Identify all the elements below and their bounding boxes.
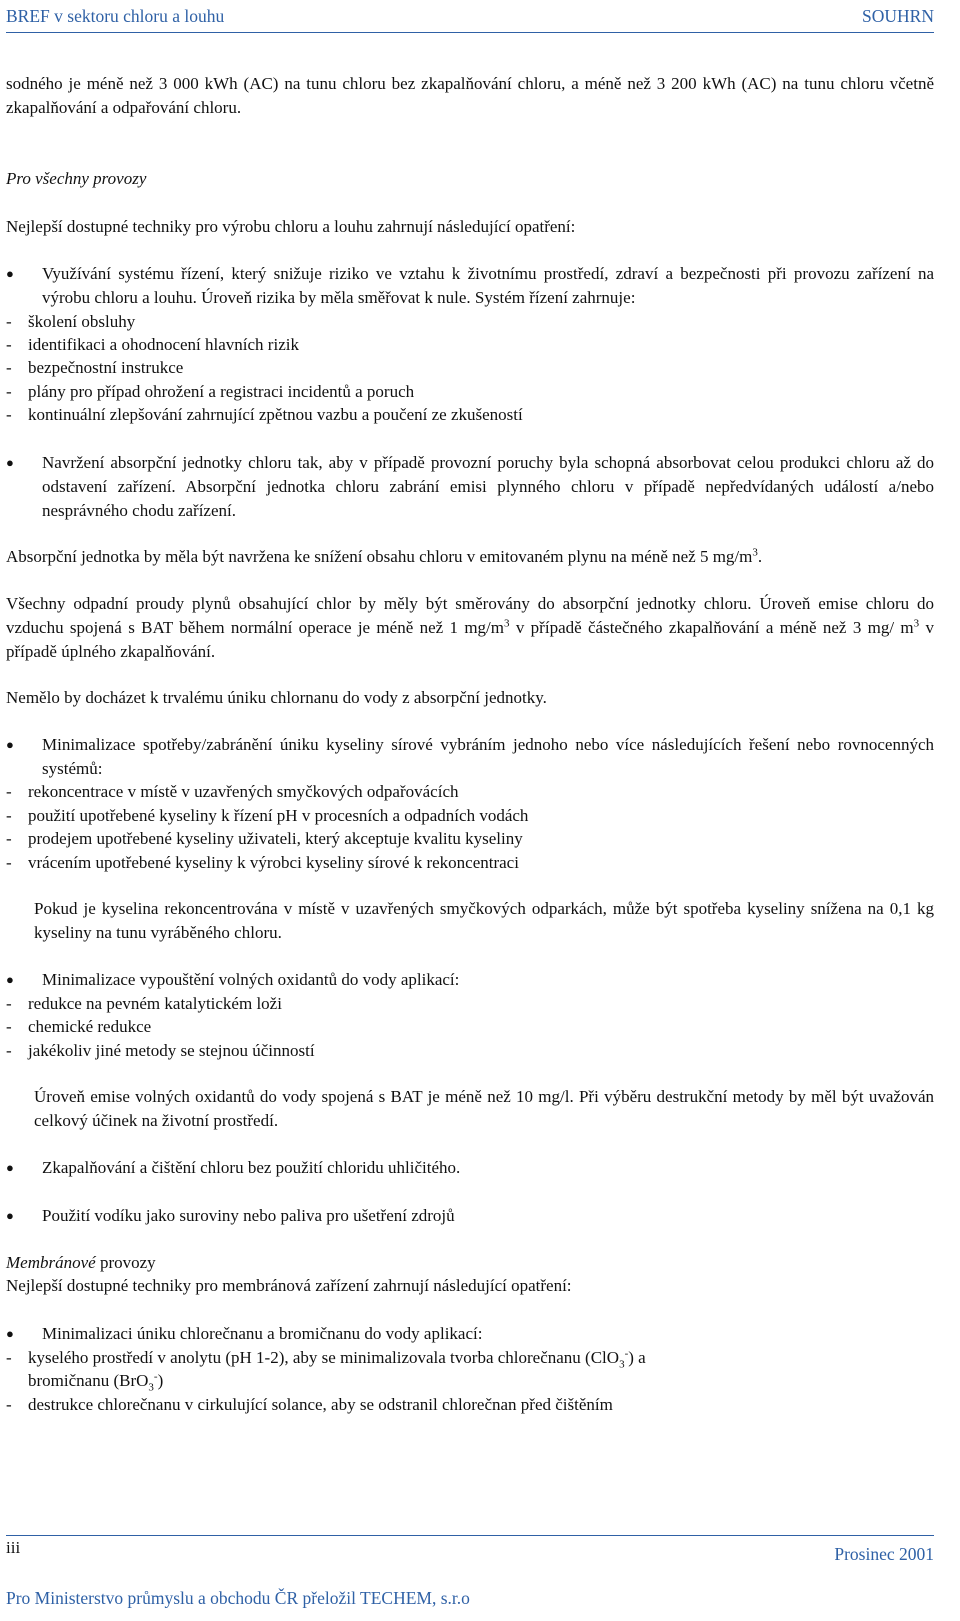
list-item: - redukce na pevném katalytickém loži [6,992,934,1016]
dash-marker: - [6,335,12,354]
footer-credit: Pro Ministerstvo průmyslu a obchodu ČR přeložil TECHEM, s.r.o [6,1588,470,1608]
section-heading-membrane: Membránové provozy [6,1253,156,1272]
bullet-absorption-unit: Navržení absorpční jednotky chloru tak, aby v případě provozní poruchy byla schopná absorbovat celou produkci chloru až do odstavení zařízení. Absorpční jednotka chloru zabrání emisi plynného chloru v případě nepředvídaných událostí a/nebo nesprávného chodu zařízení. [42,453,934,520]
bullet-icon: ● [6,1160,14,1175]
list-item: - vrácením upotřebené kyseliny k výrobci kyseliny sírové k rekoncentraci [6,851,934,875]
dash-marker: - [6,806,12,825]
bullet-free-oxidants: Minimalizace vypouštění volných oxidantů do vody aplikací: [42,970,460,989]
dash-marker: - [6,405,12,424]
footer-date: Prosinec 2001 [834,1544,934,1564]
bullet-icon: ● [6,266,14,281]
list-item: - rekoncentrace v místě v uzavřených smyčkových odpařovácích [6,780,934,804]
dash-marker: - [6,829,12,848]
dash-marker: - [6,1041,12,1060]
bullet-sulphuric-acid: Minimalizace spotřeby/zabránění úniku kyseliny sírové vybráním jednoho nebo více následujících řešení nebo rovnocenných systémů: [42,735,934,778]
bullet-chlorate-bromate: Minimalizaci úniku chlorečnanu a bromičnanu do vody aplikací: [42,1324,483,1343]
note-acid-reconcentration: Pokud je kyselina rekoncentrována v místě v uzavřených smyčkových odparkách, může být spotřeba kyseliny snížena na 0,1 kg kyseliny na tunu vyráběného chloru. [34,899,934,942]
dash-marker: - [6,994,12,1013]
bullet-icon: ● [6,737,14,752]
paragraph-energy: sodného je méně než 3 000 kWh (AC) na tunu chloru bez zkapalňování chloru, a méně než 3 200 kWh (AC) na tunu chloru včetně zkapalňování a odpařování chloru. [6,74,934,117]
dash-marker: - [6,782,12,801]
dash-marker: - [6,1017,12,1036]
dash-marker: - [6,312,12,331]
paragraph-hypochlorite: Nemělo by docházet k trvalému úniku chlornanu do vody z absorpční jednotky. [6,688,547,707]
dash-marker: - [6,1348,12,1367]
bullet-icon: ● [6,1208,14,1223]
page-header [6,4,934,33]
dash-marker: - [6,1395,12,1414]
list-item: - bezpečnostní instrukce [6,356,934,380]
paragraph-waste-gas: Všechny odpadní proudy plynů obsahující chlor by měly být směrovány do absorpční jednotky chloru. Úroveň emise chloru do vzduchu spojená s BAT během normální operace je méně než 1 $mg/m^3$ v případě částečného zkapalňování a méně než 3 mg/ $m^3$ v případě úplného zkapalňování. [6,594,935,661]
list-item-continuation: bromičnanu (BrO$_3$-) [28,1370,164,1394]
intro-all-plants: Nejlepší dostupné techniky pro výrobu chloru a louhu zahrnují následující opatření: [6,217,576,236]
list-item: - plány pro případ ohrožení a registraci incidentů a poruch [6,380,934,404]
list-item: - použití upotřebené kyseliny k řízení pH v procesních a odpadních vodách [6,804,934,828]
intro-membrane: Nejlepší dostupné techniky pro membránová zařízení zahrnují následující opatření: [6,1276,572,1295]
section-heading-all-plants: Pro všechny provozy [6,169,147,188]
dash-marker: - [6,853,12,872]
dash-marker: - [6,382,12,401]
dash-marker: - [6,358,12,377]
page-number: iii [6,1538,21,1557]
bullet-icon: ● [6,455,14,470]
paragraph-absorption-limit: Absorpční jednotka by měla být navržena ke snížení obsahu chloru v emitovaném plynu na méně než 5 $mg/m^3$. [6,546,763,566]
bullet-liquefaction: Zkapalňování a čištění chloru bez použití chloridu uhličitého. [42,1158,461,1177]
list-item: - školení obsluhy [6,310,934,334]
header-section: SOUHRN [862,6,934,26]
list-item: - jakékoliv jiné metody se stejnou účinností [6,1039,934,1063]
bullet-icon: ● [6,1326,14,1341]
note-oxidants-level: Úroveň emise volných oxidantů do vody spojená s BAT je méně než 10 mg/l. Při výběru destrukční metody by měl být uvažován celkový účinek na životní prostředí. [34,1087,934,1130]
list-item: - identifikaci a ohodnocení hlavních rizik [6,333,934,357]
list-item: - chemické redukce [6,1015,934,1039]
page-footer [6,1535,934,1566]
list-item: - kontinuální zlepšování zahrnující zpětnou vazbu a poučení ze zkušeností [6,403,934,427]
bullet-management-system: Využívání systému řízení, který snižuje riziko ve vztahu k životnímu prostředí, zdraví a bezpečnosti při provozu zařízení na výrobu chloru a louhu. Úroveň rizika by měla směřovat k nule. Systém řízení zahrnuje: [42,264,934,307]
list-item: - destrukce chlorečnanu v cirkulující solance, aby se odstranil chlorečnan před čištěním [6,1393,934,1417]
bullet-hydrogen: Použití vodíku jako suroviny nebo paliva pro ušetření zdrojů [42,1206,455,1225]
bullet-icon: ● [6,972,14,987]
list-item: - kyselého prostředí v anolytu (pH 1-2), aby se minimalizovala tvorba chlorečnanu (ClO$_3$-) a [6,1347,646,1371]
list-item: - prodejem upotřebené kyseliny uživateli, který akceptuje kvalitu kyseliny [6,827,934,851]
header-title: BREF v sektoru chloru a louhu [6,6,225,26]
